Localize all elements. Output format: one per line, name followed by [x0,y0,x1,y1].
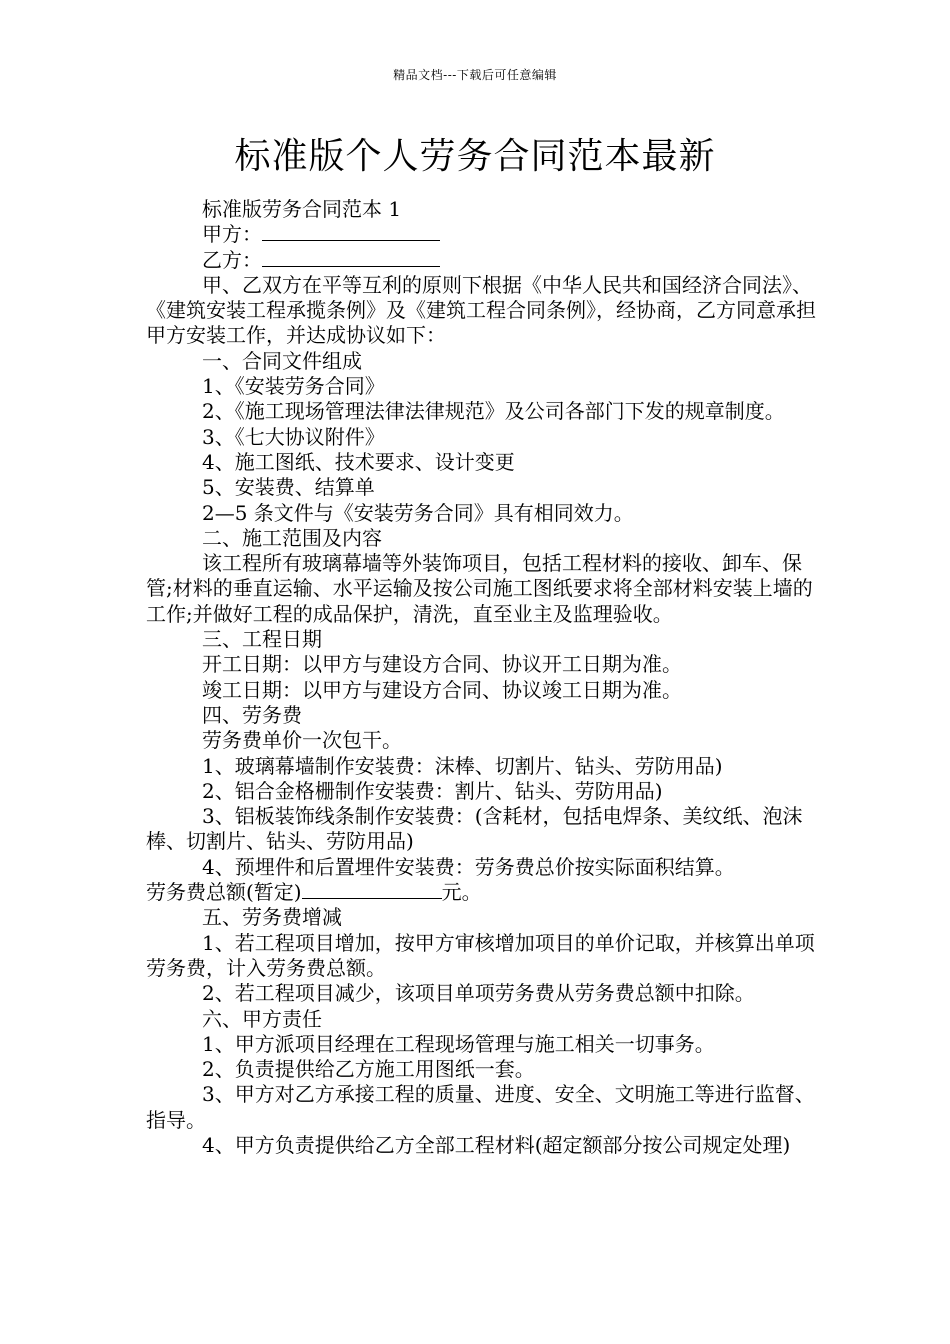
paragraph: 3、铝板装饰线条制作安装费：(含耗材，包括电焊条、美纹纸、泡沫棒、切割片、钻头、劳防用品) [146,804,803,854]
paragraph: 5、安装费、结算单 [202,475,375,500]
party-a-line [146,222,818,247]
total-fee-label: 劳务费总额(暂定) [146,880,302,905]
header-note: 精品文档---下载后可任意编辑 [393,68,557,82]
paragraph: 4、甲方负责提供给乙方全部工程材料(超定额部分按公司规定处理) [202,1132,791,1157]
total-fee-blank [302,880,442,899]
party-b-line [146,248,818,273]
section-heading: 六、甲方责任 [202,1006,322,1031]
paragraph: 3、甲方对乙方承接工程的质量、进度、安全、文明施工等进行监督、指导。 [146,1082,815,1132]
paragraph: 2、负责提供给乙方施工用图纸一套。 [202,1057,535,1082]
paragraph: 4、施工图纸、技术要求、设计变更 [202,449,515,474]
party-a-label: 甲方： [202,222,262,247]
party-b-blank [262,248,440,267]
section-heading: 五、劳务费增减 [202,905,342,930]
paragraph: 该工程所有玻璃幕墙等外装饰项目，包括工程材料的接收、卸车、保管;材料的垂直运输、水平运输及按公司施工图纸要求将全部材料安装上墙的工作;并做好工程的成品保护，清洗，直至业主及监理验收。 [146,551,813,626]
document-body [146,197,818,1158]
section-heading: 四、劳务费 [202,702,302,727]
paragraph: 2、若工程项目减少，该项目单项劳务费从劳务费总额中扣除。 [202,981,755,1006]
contract-subtitle: 标准版劳务合同范本 1 [202,197,402,221]
paragraph: 开工日期：以甲方与建设方合同、协议开工日期为准。 [202,652,682,677]
paragraph: 2—5 条文件与《安装劳务合同》具有相同效力。 [202,500,634,525]
paragraph: 甲、乙双方在平等互利的原则下根据《中华人民共和国经济合同法》、《建筑安装工程承揽条例》及《建筑工程合同条例》，经协商，乙方同意承担甲方安装工作，并达成协议如下： [146,272,816,348]
party-b-label: 乙方： [202,247,262,272]
section-heading: 一、合同文件组成 [202,348,362,373]
paragraph: 劳务费单价一次包干。 [202,728,402,753]
party-a-blank [262,222,440,241]
paragraph: 竣工日期：以甲方与建设方合同、协议竣工日期为准。 [202,677,682,702]
total-fee-unit: 元。 [441,880,482,905]
paragraph: 3、《七大协议附件》 [202,424,385,449]
paragraph: 1、《安装劳务合同》 [202,374,385,399]
paragraph: 1、玻璃幕墙制作安装费：沫棒、切割片、钻头、劳防用品) [202,753,723,778]
paragraph: 2、铝合金格栅制作安装费：割片、钻头、劳防用品) [202,778,663,803]
section-heading: 二、施工范围及内容 [202,525,382,550]
paragraph: 1、若工程项目增加，按甲方审核增加项目的单价记取，并核算出单项劳务费，计入劳务费总额。 [146,930,815,980]
document-title: 标准版个人劳务合同范本最新 [234,136,716,177]
paragraph: 2、《施工现场管理法律法律规范》及公司各部门下发的规章制度。 [202,399,785,424]
section-heading: 三、工程日期 [202,627,322,652]
total-fee-line [146,880,818,905]
paragraph: 4、预埋件和后置埋件安装费：劳务费总价按实际面积结算。 [202,854,735,879]
paragraph: 1、甲方派项目经理在工程现场管理与施工相关一切事务。 [202,1031,715,1056]
